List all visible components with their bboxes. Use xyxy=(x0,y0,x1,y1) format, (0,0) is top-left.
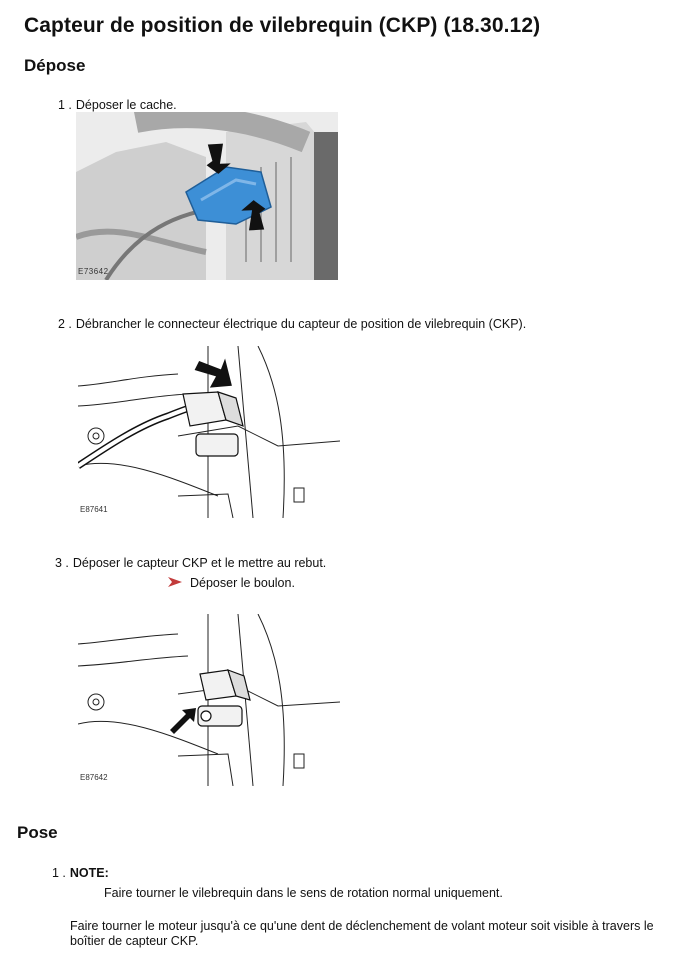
substep-text: Déposer le boulon. xyxy=(190,576,295,590)
step-number: 1 . xyxy=(52,866,66,880)
step-text: Déposer le cache. xyxy=(75,98,177,112)
section-heading-pose: Pose xyxy=(17,823,58,842)
figure-label: E87641 xyxy=(80,505,108,514)
section-heading-depose: Dépose xyxy=(24,56,86,75)
depose-step-3-substep xyxy=(168,576,295,590)
note-label: NOTE: xyxy=(69,866,109,880)
depose-step-1 xyxy=(58,98,177,112)
note-text: Faire tourner le vilebrequin dans le sens de rotation normal uniquement. xyxy=(104,886,503,900)
substep-arrow-icon xyxy=(168,576,182,588)
step-text: Débrancher le connecteur électrique du capteur de position de vilebrequin (CKP). xyxy=(75,317,527,331)
step-number: 3 . xyxy=(55,556,69,570)
step-text: Déposer le capteur CKP et le mettre au rebut. xyxy=(72,556,327,570)
figure-label: E73642 xyxy=(78,267,109,276)
figure-label: E87642 xyxy=(80,773,108,782)
figure-e73642 xyxy=(76,112,338,280)
depose-step-3 xyxy=(55,556,326,570)
figure-e87641 xyxy=(78,346,340,518)
page-title: Capteur de position de vilebrequin (CKP) (18.30.12) xyxy=(24,14,541,37)
step-number: 1 . xyxy=(58,98,72,112)
step-number: 2 . xyxy=(58,317,72,331)
pose-step-1-header xyxy=(52,866,109,880)
pose-step-1-text: Faire tourner le moteur jusqu'à ce qu'une dent de déclenchement de volant moteur soit visible à travers le boîtier de capteur CKP. xyxy=(70,919,654,948)
depose-step-2 xyxy=(58,317,526,331)
figure-e87642 xyxy=(78,614,340,786)
